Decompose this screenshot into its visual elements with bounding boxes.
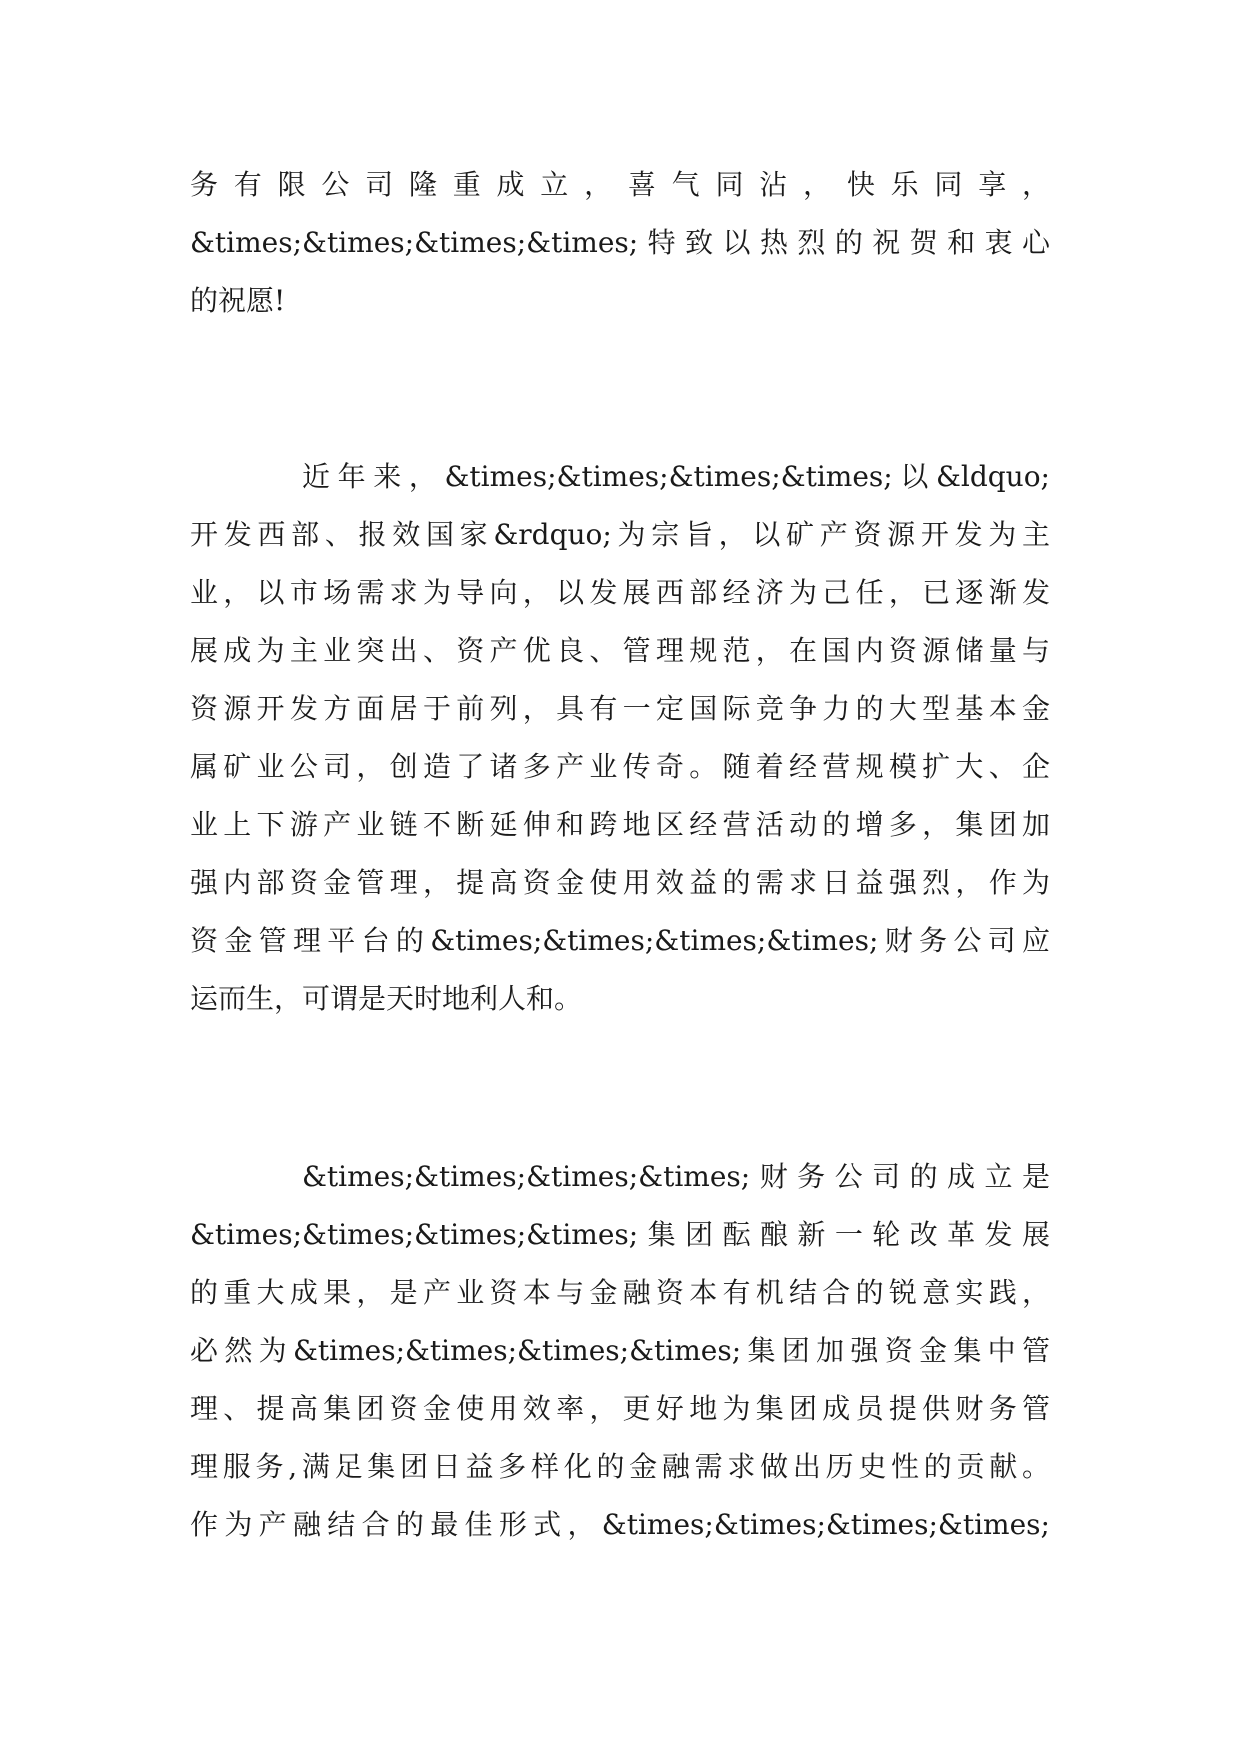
text-line: 属矿业公司，创造了诸多产业传奇。随着经营规模扩大、企: [190, 750, 1050, 783]
paragraph-2: [190, 448, 1050, 1028]
text-line: 运而生，可谓是天时地利人和。: [190, 982, 583, 1015]
text-line: 理服务,满足集团日益多样化的金融需求做出历史性的贡献。: [190, 1450, 1050, 1483]
text-line: 业，以市场需求为导向，以发展西部经济为己任，已逐渐发: [190, 576, 1050, 609]
text-line: 资金管理平台的&times;&times;&times;&times;财务公司应: [190, 924, 1050, 957]
paragraph-1: [190, 156, 1050, 330]
text-line: 必然为&times;&times;&times;&times;集团加强资金集中管: [190, 1334, 1050, 1367]
text-line: 业上下游产业链不断延伸和跨地区经营活动的增多，集团加: [190, 808, 1050, 841]
text-line: 展成为主业突出、资产优良、管理规范，在国内资源储量与: [190, 634, 1050, 667]
text-line: 强内部资金管理，提高资金使用效益的需求日益强烈，作为: [190, 866, 1050, 899]
text-line: 的重大成果，是产业资本与金融资本有机结合的锐意实践，: [190, 1276, 1050, 1309]
text-line: &times;&times;&times;&times;财务公司的成立是: [302, 1160, 1050, 1193]
text-line: 理、提高集团资金使用效率，更好地为集团成员提供财务管: [190, 1392, 1050, 1425]
text-line: &times;&times;&times;&times;特致以热烈的祝贺和衷心: [190, 226, 1050, 259]
text-line: 务有限公司隆重成立，喜气同沾，快乐同享，: [190, 168, 1050, 201]
text-line: 开发西部、报效国家&rdquo;为宗旨，以矿产资源开发为主: [190, 518, 1050, 551]
text-line: 作为产融结合的最佳形式，&times;&times;&times;&times;: [190, 1508, 1050, 1541]
text-line: &times;&times;&times;&times;集团酝酿新一轮改革发展: [190, 1218, 1050, 1251]
paragraph-3: [190, 1148, 1050, 1554]
text-line: 的祝愿!: [190, 284, 286, 317]
text-line: 资源开发方面居于前列，具有一定国际竞争力的大型基本金: [190, 692, 1050, 725]
text-line: 近年来，&times;&times;&times;&times;以&ldquo;: [302, 460, 1050, 493]
